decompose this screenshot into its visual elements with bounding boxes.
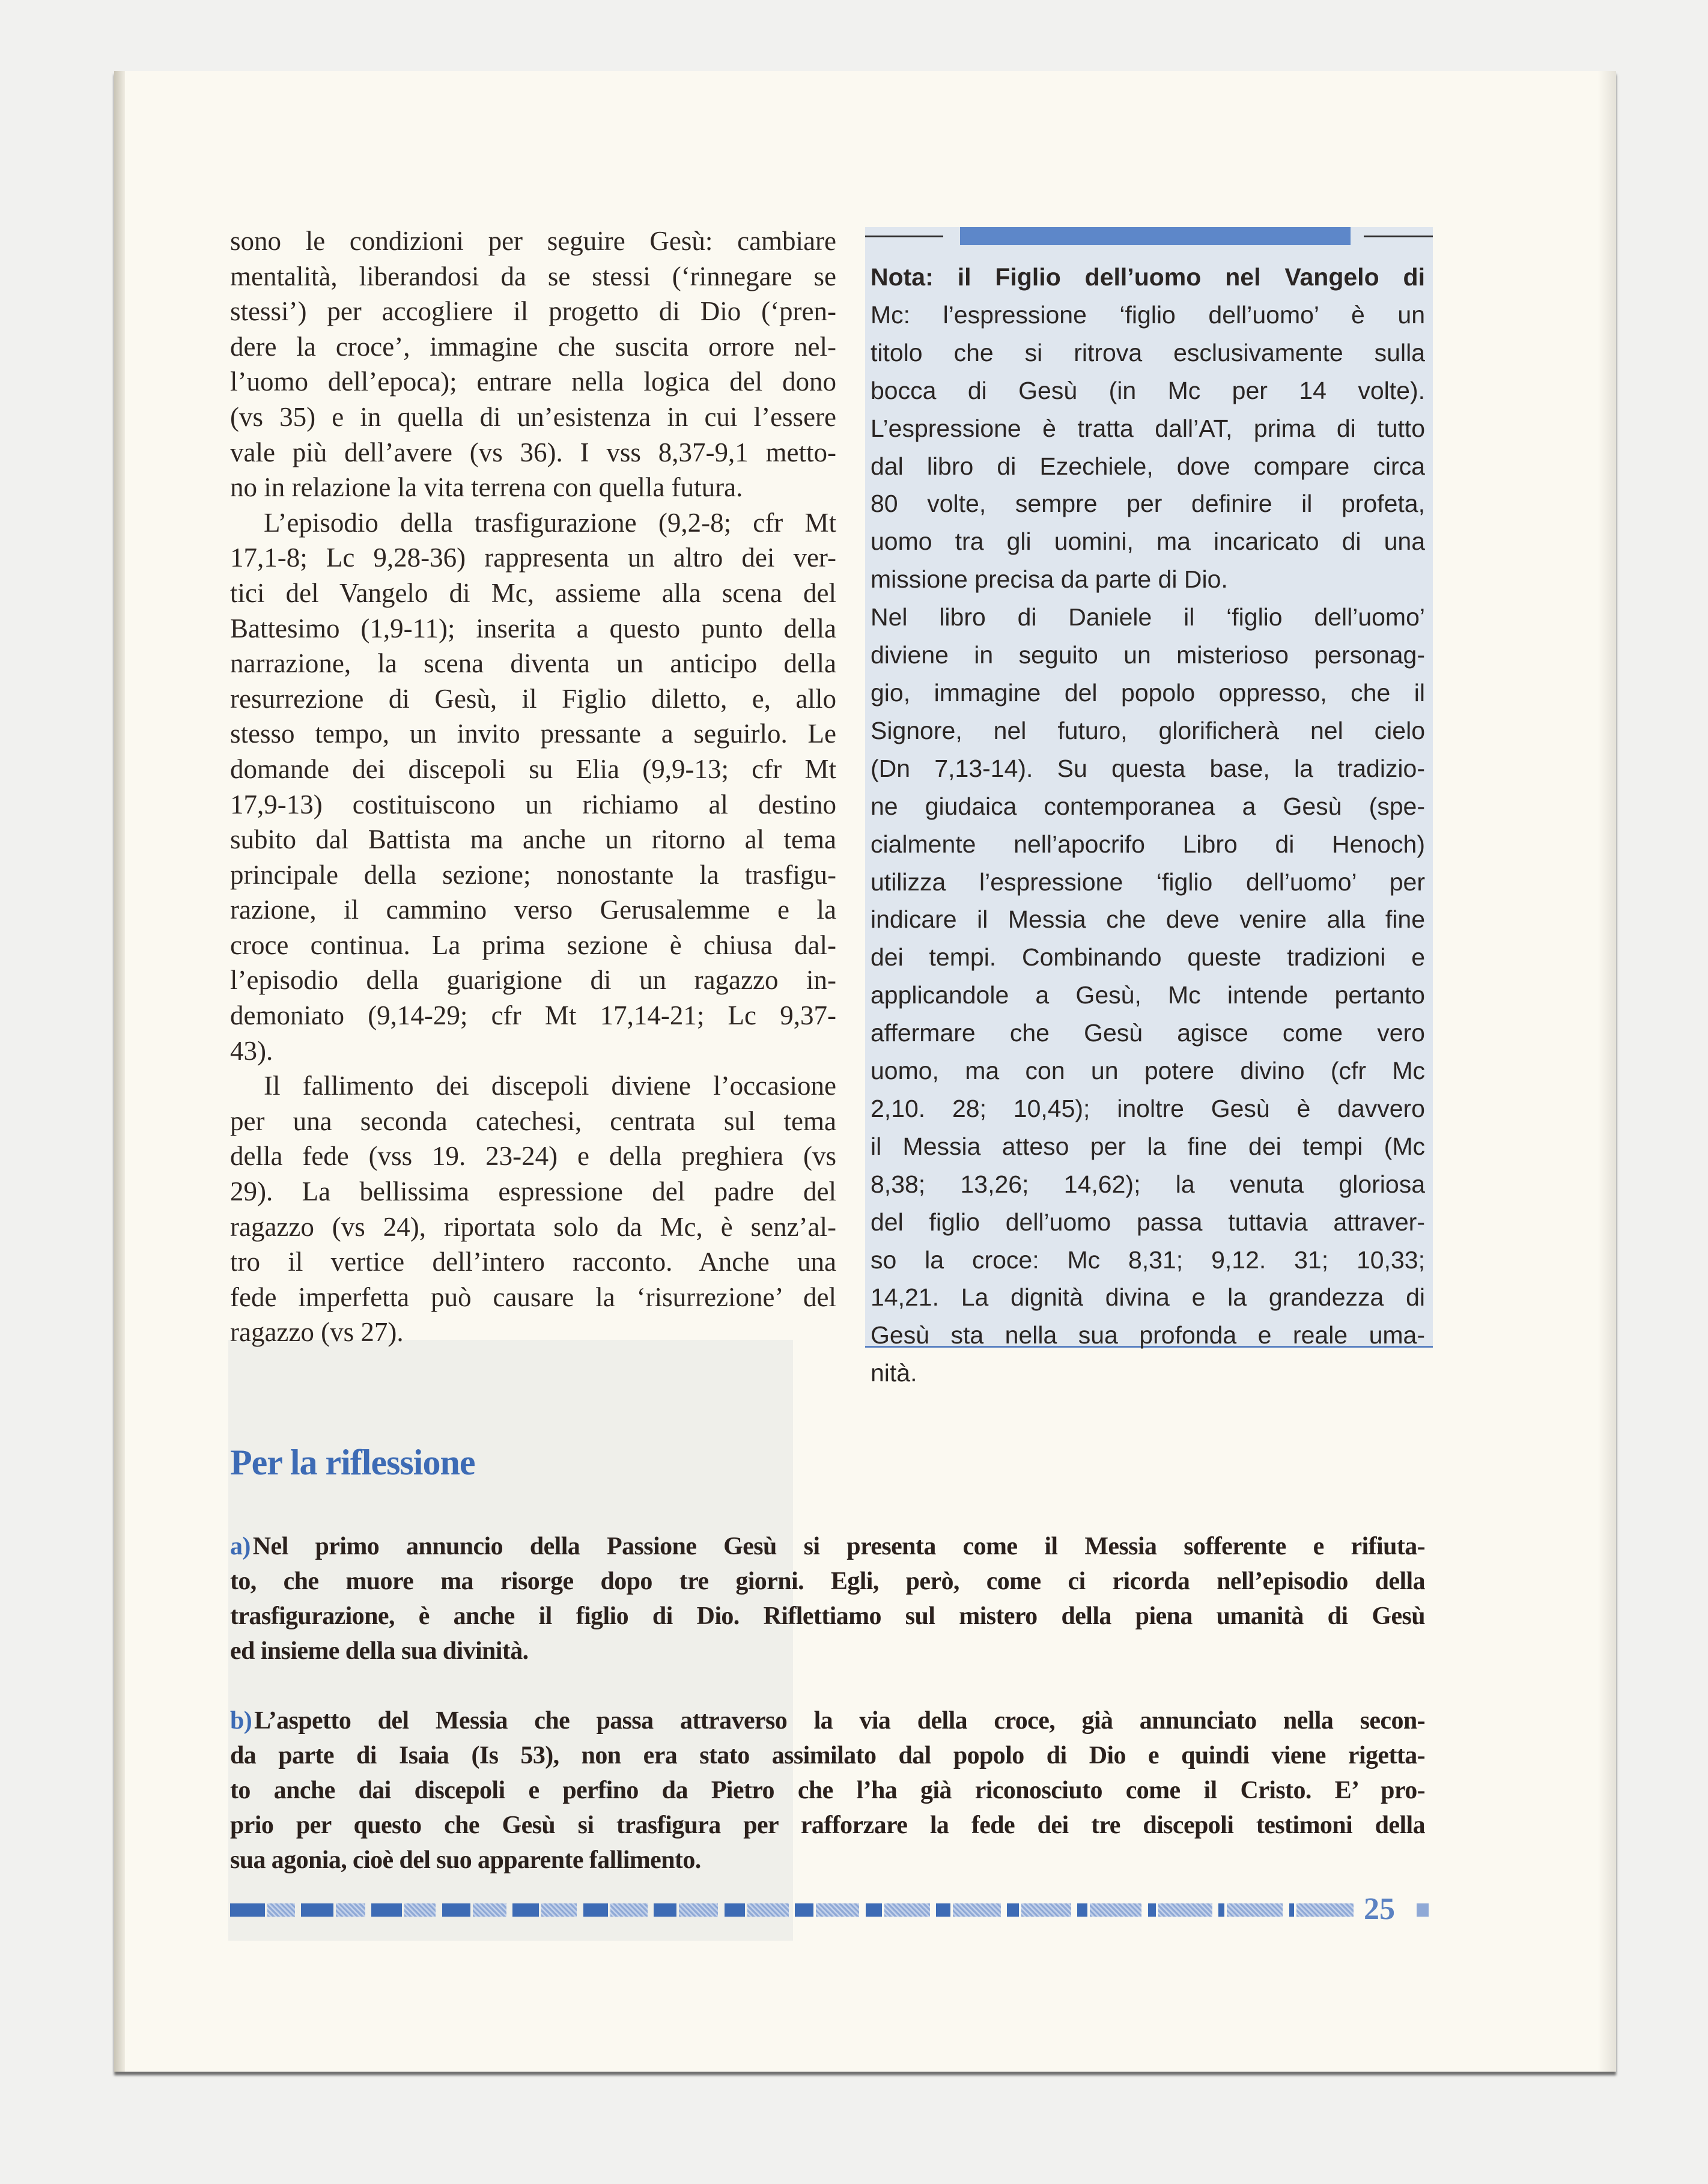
text-line: ne giudaica contemporanea a Gesù (spe-	[871, 792, 1425, 820]
text-line: razione, il cammino verso Gerusalemme e la	[230, 895, 836, 925]
footer-block-light	[1417, 1903, 1429, 1917]
question-text: da parte di Isaia (Is 53), non era stato assimilato dal popolo di Dio e quindi viene rigetta-	[230, 1742, 1425, 1769]
text-line: diviene in seguito un misterioso personag-	[871, 641, 1425, 669]
text-line: fede imperfetta può causare la ‘risurrezione’ del	[230, 1282, 836, 1312]
text-line	[230, 1808, 1425, 1843]
text-line: sono le condizioni per seguire Gesù: cambiare	[230, 226, 836, 256]
footer-block-dark	[1007, 1903, 1020, 1917]
text-line: Il fallimento dei discepoli diviene l’occasione	[264, 1071, 836, 1101]
question-text: to anche dai discepoli e perfino da Pietro che l’ha già riconosciuto come il Cristo. E’ pro-	[230, 1777, 1425, 1804]
text-line: dere la croce’, immagine che suscita orrore nel-	[230, 331, 836, 362]
text-line: tici del Vangelo di Mc, assieme alla scena del	[230, 577, 836, 608]
footer-block-light	[1021, 1903, 1071, 1917]
text-line: stesso tempo, un invito pressante a seguirlo. Le	[230, 719, 836, 749]
text-line: gio, immagine del popolo oppresso, che il	[871, 678, 1425, 707]
text-line: mentalità, liberandosi da se stessi (‘rinnegare se	[230, 261, 836, 291]
footer-block-light	[953, 1903, 1001, 1917]
footer-block-dark	[371, 1903, 402, 1917]
text-line: vale più dell’avere (vs 36). I vss 8,37-9,1 metto-	[230, 437, 836, 467]
text-line: subito dal Battista ma anche un ritorno al tema	[230, 824, 836, 855]
footer-block-dark	[936, 1903, 950, 1917]
text-line: cialmente nell’apocrifo Libro di Henoch)	[871, 830, 1425, 858]
text-line: l’episodio della guarigione di un ragazzo in-	[230, 965, 836, 996]
text-line	[230, 1843, 1425, 1878]
text-line: ragazzo (vs 27).	[230, 1317, 404, 1348]
text-line: l’uomo dell’epoca); entrare nella logica del dono	[230, 367, 836, 397]
section-heading: Per la riflessione	[230, 1443, 475, 1482]
text-line: uomo tra gli uomini, ma incaricato di una	[871, 528, 1425, 556]
text-line: del figlio dell’uomo passa tuttavia attraver-	[871, 1208, 1425, 1236]
text-line	[230, 1634, 1425, 1668]
text-line: Nota: il Figlio dell’uomo nel Vangelo di	[871, 263, 1425, 291]
text-line	[230, 1529, 1425, 1564]
text-line: 8,38; 13,26; 14,62); la venuta gloriosa	[871, 1170, 1425, 1198]
text-line: stessi’) per accogliere il progetto di Dio (‘pren-	[230, 296, 836, 327]
question-text: Nel primo annuncio della Passione Gesù si presenta come il Messia sofferente e rifiuta-	[252, 1533, 1425, 1560]
footer-block-dark	[1148, 1903, 1156, 1917]
footer-block-dark	[512, 1903, 539, 1917]
text-line	[230, 1738, 1425, 1773]
page-edge	[1598, 71, 1616, 2072]
footer-block-dark	[301, 1903, 334, 1917]
question-text: to, che muore ma risorge dopo tre giorni. Egli, però, come ci ricorda nell’episodio della	[230, 1568, 1425, 1595]
footer-block-light	[336, 1903, 365, 1917]
footer-block-dark	[1289, 1903, 1294, 1917]
text-line: Battesimo (1,9-11); inserita a questo punto della	[230, 613, 836, 643]
footer-block-light	[1296, 1903, 1354, 1917]
text-line: L’espressione è tratta dall’AT, prima di tutto	[871, 414, 1425, 442]
text-line: 17,9-13) costituiscono un richiamo al destino	[230, 789, 836, 820]
text-line: (vs 35) e in quella di un’esistenza in cui l’essere	[230, 401, 836, 432]
footer-block-light	[404, 1903, 436, 1917]
footer-block-dark	[1218, 1903, 1224, 1917]
reflection-question-b	[230, 1703, 1425, 1878]
text-line: titolo che si ritrova esclusivamente sulla	[871, 338, 1425, 367]
question-text: ed insieme della sua divinità.	[230, 1637, 529, 1665]
text-line: tro il vertice dell’intero racconto. Anche una	[230, 1247, 836, 1277]
footer-block-light	[1227, 1903, 1283, 1917]
question-text: trasfigurazione, è anche il figlio di Dio. Riflettiamo sul mistero della piena umanità di Gesù	[230, 1602, 1425, 1630]
footer-block-dark	[866, 1903, 882, 1917]
text-line	[230, 1599, 1425, 1634]
text-line: nità.	[871, 1359, 917, 1387]
question-text: sua agonia, cioè del suo apparente fallimento.	[230, 1846, 701, 1874]
text-line: 29). La bellissima espressione del padre del	[230, 1176, 836, 1207]
footer-block-dark	[1077, 1903, 1087, 1917]
text-line: dei tempi. Combinando queste tradizioni e	[871, 943, 1425, 972]
text-line: no in relazione la vita terrena con quella futura.	[230, 472, 743, 503]
note-box-blue-bar	[960, 227, 1351, 245]
question-text: L’aspetto del Messia che passa attraverso la via della croce, già annunciato nella secon-	[254, 1707, 1425, 1735]
footer-block-light	[610, 1903, 648, 1917]
text-line: dal libro di Ezechiele, dove compare circa	[871, 452, 1425, 480]
footer-block-light	[473, 1903, 506, 1917]
footer-decorative-bar	[230, 1899, 1429, 1923]
footer-block-dark	[442, 1903, 471, 1917]
text-line: della fede (vss 19. 23-24) e della preghiera (vs	[230, 1141, 836, 1172]
footer-block-dark	[230, 1903, 265, 1917]
text-line: croce continua. La prima sezione è chiusa dal-	[230, 929, 836, 960]
note-box-header-rule	[865, 227, 1433, 245]
page-number: 25	[1364, 1892, 1395, 1926]
footer-block-light	[1158, 1903, 1212, 1917]
question-text: prio per questo che Gesù si trasfigura per rafforzare la fede dei tre discepoli testimoni della	[230, 1811, 1425, 1839]
text-line: 2,10. 28; 10,45); inoltre Gesù è davvero	[871, 1094, 1425, 1122]
footer-block-light	[884, 1903, 930, 1917]
question-label: a)	[230, 1533, 251, 1560]
text-line: ragazzo (vs 24), riportata solo da Mc, è senz’al-	[230, 1211, 836, 1242]
question-label: b)	[230, 1707, 252, 1735]
text-line: bocca di Gesù (in Mc per 14 volte).	[871, 376, 1425, 404]
text-line: indicare il Messia che deve venire alla fine	[871, 905, 1425, 934]
text-line: Signore, nel futuro, glorificherà nel cielo	[871, 716, 1425, 744]
text-line: demoniato (9,14-29; cfr Mt 17,14-21; Lc 9,37-	[230, 1000, 836, 1031]
divider	[1364, 236, 1433, 237]
footer-block-light	[541, 1903, 577, 1917]
footer-block-dark	[795, 1903, 813, 1917]
text-line: Nel libro di Daniele il ‘figlio dell’uomo’	[871, 603, 1425, 631]
text-line: 43).	[230, 1035, 273, 1066]
book-spine-edge	[114, 71, 125, 2072]
footer-block-light	[679, 1903, 719, 1917]
text-line: affermare che Gesù agisce come vero	[871, 1019, 1425, 1047]
footer-block-light	[1090, 1903, 1141, 1917]
text-line: 17,1-8; Lc 9,28-36) rappresenta un altro dei ver-	[230, 543, 836, 573]
text-line	[230, 1564, 1425, 1599]
text-line: il Messia atteso per la fine dei tempi (Mc	[871, 1132, 1425, 1160]
text-line: (Dn 7,13-14). Su questa base, la tradizio-	[871, 754, 1425, 782]
text-line: Mc: l’espressione ‘figlio dell’uomo’ è un	[871, 300, 1425, 329]
note-box-text	[871, 258, 1425, 1392]
text-line: 80 volte, sempre per definire il profeta,	[871, 490, 1425, 518]
text-line: so la croce: Mc 8,31; 9,12. 31; 10,33;	[871, 1246, 1425, 1274]
text-line: utilizza l’espressione ‘figlio dell’uomo’ per	[871, 868, 1425, 896]
divider	[865, 236, 943, 237]
reflection-question-a	[230, 1529, 1425, 1668]
body-text-column	[230, 224, 836, 1350]
text-line: missione precisa da parte di Dio.	[871, 565, 1228, 594]
text-line: narrazione, la scena diventa un anticipo della	[230, 648, 836, 679]
footer-block-dark	[654, 1903, 676, 1917]
footer-block-light	[747, 1903, 789, 1917]
text-line	[230, 1703, 1425, 1738]
text-line: L’episodio della trasfigurazione (9,2-8; cfr Mt	[264, 507, 836, 538]
footer-block-light	[816, 1903, 860, 1917]
text-line	[230, 1773, 1425, 1808]
text-line: domande dei discepoli su Elia (9,9-13; cfr Mt	[230, 753, 836, 784]
text-line: resurrezione di Gesù, il Figlio diletto, e, allo	[230, 683, 836, 714]
text-line: uomo, ma con un potere divino (cfr Mc	[871, 1057, 1425, 1085]
text-line: applicandole a Gesù, Mc intende pertanto	[871, 981, 1425, 1009]
text-line: per una seconda catechesi, centrata sul tema	[230, 1106, 836, 1136]
text-line: principale della sezione; nonostante la trasfigu-	[230, 859, 836, 890]
footer-block-dark	[725, 1903, 745, 1917]
text-line: 14,21. La dignità divina e la grandezza di	[871, 1283, 1425, 1312]
text-line: Gesù sta nella sua profonda e reale uma-	[871, 1321, 1425, 1349]
footer-block-light	[267, 1903, 295, 1917]
footer-block-dark	[583, 1903, 608, 1917]
